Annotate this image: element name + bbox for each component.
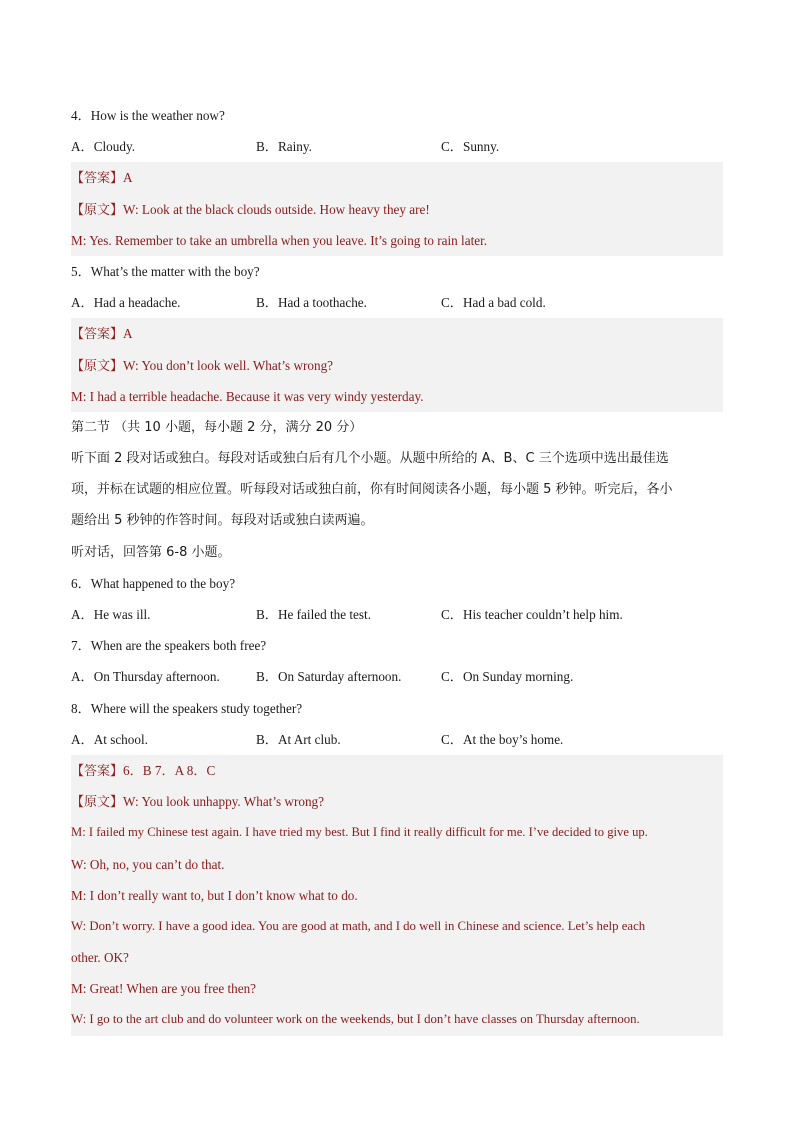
- answer-value: 6．B 7．A 8．C: [123, 762, 216, 778]
- script-text: W: You look unhappy. What’s wrong?: [123, 794, 324, 810]
- option-c: C．Had a bad cold.: [441, 295, 546, 311]
- exam-page: [71, 100, 723, 1036]
- script-6-8-line-3: W: Oh, no, you can’t do that.: [71, 849, 723, 880]
- question-7: 7．When are the speakers both free?: [71, 638, 267, 654]
- answer-tag: 【答案】: [71, 327, 124, 343]
- script-tag: 【原文】: [71, 795, 124, 811]
- option-b: B．He failed the test.: [256, 607, 371, 622]
- answer-value: A: [123, 170, 133, 186]
- option-a: A．Cloudy.: [71, 139, 135, 155]
- question-8: 8．Where will the speakers study together?: [71, 700, 303, 716]
- option-c: C．His teacher couldn’t help him.: [441, 607, 623, 622]
- option-c: C．At the boy’s home.: [441, 731, 564, 747]
- script-tag: 【原文】: [71, 202, 124, 218]
- script-5-line-2: M: I had a terrible headache. Because it was very windy yesterday.: [71, 381, 723, 412]
- instruction-line-1: 听下面 2 段对话或独白。每段对话或独白后有几个小题。从题中所给的 A、B、C 三个选项中选出最佳选: [71, 451, 669, 467]
- options-4: [71, 131, 723, 162]
- script-6-8-line-5: W: Don’t worry. I have a good idea. You are good at math, and I do well in Chinese and science. Let’s help each: [71, 911, 723, 942]
- instruction-line-2: 项，并标在试题的相应位置。听每段对话或独白前，你有时间阅读各小题，每小题 5 秒钟。听完后，各小: [71, 482, 673, 498]
- option-a: A．He was ill.: [71, 607, 151, 622]
- option-c: C．Sunny.: [441, 139, 500, 155]
- options-7: [71, 661, 723, 692]
- instruction-line-3: 题给出 5 秒钟的作答时间。每段对话或独白读两遍。: [71, 513, 374, 529]
- option-b: B．On Saturday afternoon.: [256, 669, 402, 685]
- answer-tag: 【答案】: [71, 171, 124, 187]
- script-6-8-line-1: [71, 786, 723, 817]
- script-5-line-1: [71, 350, 723, 381]
- script-6-8-line-8: W: I go to the art club and do volunteer work on the weekends, but I don’t have classes on Thursday afternoon.: [71, 1004, 723, 1035]
- section-heading: 第二节 （共 10 小题，每小题 2 分，满分 20 分）: [71, 419, 363, 435]
- option-b: B．Had a toothache.: [256, 295, 367, 311]
- sub-heading: 听对话，回答第 6-8 小题。: [71, 544, 231, 560]
- script-6-8-line-7: M: Great! When are you free then?: [71, 973, 723, 1004]
- options-6: [71, 599, 723, 630]
- question-5: 5．What’s the matter with the boy?: [71, 263, 260, 279]
- answer-4: [71, 162, 723, 193]
- answer-5: [71, 318, 723, 349]
- option-b: B．Rainy.: [256, 139, 312, 155]
- option-b: B．At Art club.: [256, 731, 341, 747]
- option-a: A．On Thursday afternoon.: [71, 669, 220, 685]
- question-4: 4．How is the weather now?: [71, 108, 225, 123]
- options-8: [71, 724, 723, 755]
- script-text: W: You don’t look well. What’s wrong?: [123, 357, 334, 373]
- answer-6-8: [71, 755, 723, 786]
- option-a: A．At school.: [71, 731, 148, 747]
- question-6: 6．What happened to the boy?: [71, 575, 236, 591]
- script-4-line-1: [71, 194, 723, 225]
- answer-value: A: [123, 326, 133, 342]
- option-c: C．On Sunday morning.: [441, 669, 574, 685]
- options-5: [71, 287, 723, 318]
- script-4-line-2: M: Yes. Remember to take an umbrella when you leave. It’s going to rain later.: [71, 225, 723, 256]
- script-6-8-line-2: M: I failed my Chinese test again. I have tried my best. But I find it really difficult for me. I’ve decided to give up.: [71, 817, 723, 848]
- script-tag: 【原文】: [71, 358, 124, 374]
- script-6-8-line-6: other. OK?: [71, 942, 723, 973]
- script-text: W: Look at the black clouds outside. How heavy they are!: [123, 201, 430, 217]
- option-a: A．Had a headache.: [71, 295, 181, 311]
- answer-tag: 【答案】: [71, 763, 124, 779]
- script-6-8-line-4: M: I don’t really want to, but I don’t know what to do.: [71, 880, 723, 911]
